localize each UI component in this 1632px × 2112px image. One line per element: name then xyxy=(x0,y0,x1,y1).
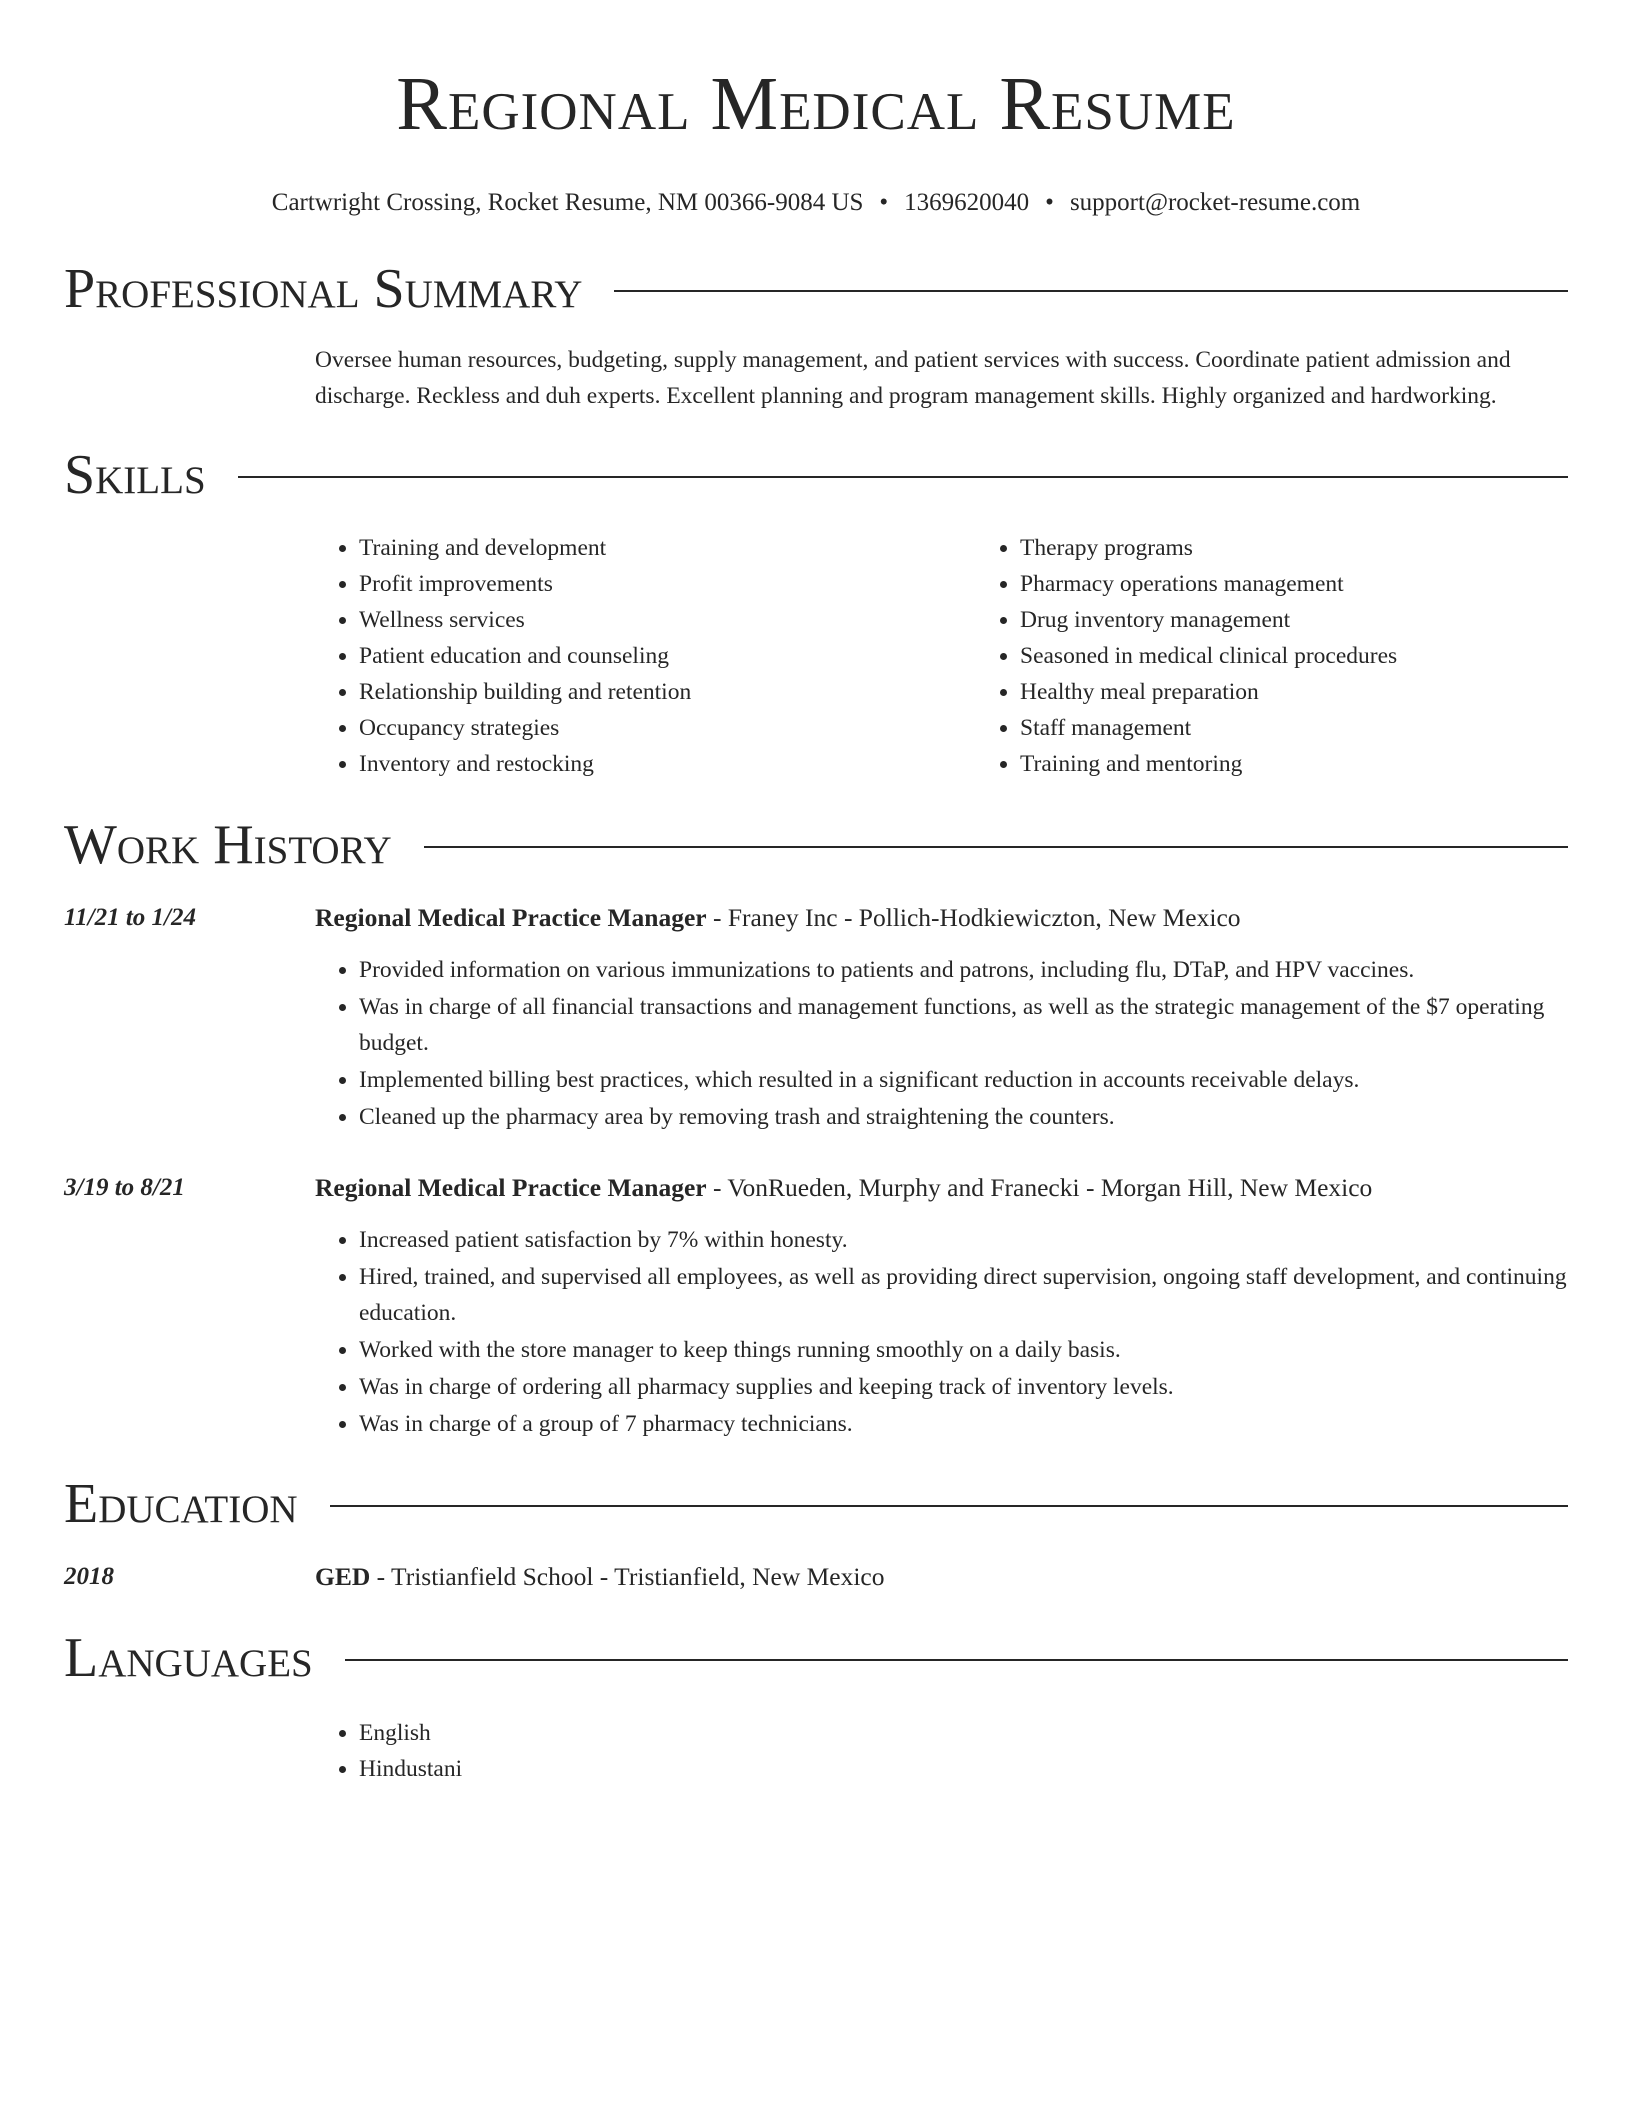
languages-list xyxy=(315,1715,1568,1787)
education-row xyxy=(64,1559,1568,1595)
summary-row xyxy=(64,342,1568,414)
job-bullet: • Was in charge of ordering all pharmacy supplies and keeping track of inventory levels. xyxy=(359,1369,1568,1405)
job-bullet: • Was in charge of all financial transactions and management functions, as well as the strategic management of the $7 operating budget. xyxy=(359,989,1568,1061)
skill-item: • Seasoned in medical clinical procedures xyxy=(1020,638,1632,674)
summary-section xyxy=(64,256,1568,414)
skill-item: • Relationship building and retention xyxy=(359,674,976,710)
languages-body xyxy=(315,1715,1568,1787)
skill-item: • Training and development xyxy=(359,530,976,566)
job-bullets-row xyxy=(64,1206,1568,1443)
job-bullets-spacer xyxy=(64,936,315,1136)
skills-header xyxy=(64,442,1568,508)
skill-item: • Staff management xyxy=(1020,710,1632,746)
job-bullet: • Cleaned up the pharmacy area by removing trash and straightening the counters. xyxy=(359,1099,1568,1135)
skill-item: • Therapy programs xyxy=(1020,530,1632,566)
job-title-line xyxy=(315,900,1568,936)
skill-item: • Wellness services xyxy=(359,602,976,638)
education-section xyxy=(64,1471,1568,1595)
job-entry xyxy=(64,900,1568,1136)
skill-item: • Drug inventory management xyxy=(1020,602,1632,638)
contact-separator: • xyxy=(1045,189,1054,216)
skill-item: • Patient education and counseling xyxy=(359,638,976,674)
skills-columns xyxy=(315,530,1632,782)
education-header xyxy=(64,1471,1568,1537)
skill-item: • Inventory and restocking xyxy=(359,746,976,782)
education-year: 2018 xyxy=(64,1563,114,1590)
job-details: - VonRueden, Murphy and Franecki - Morgan Hill, New Mexico xyxy=(706,1173,1373,1202)
resume-name: Regional Medical Resume xyxy=(396,62,1236,146)
job-header-row xyxy=(64,1170,1568,1206)
section-divider xyxy=(424,846,1568,848)
work-section xyxy=(64,812,1568,1443)
summary-title: Professional Summary xyxy=(64,258,583,320)
skill-item: • Healthy meal preparation xyxy=(1020,674,1632,710)
language-item: • English xyxy=(359,1715,1568,1751)
skills-left-spacer xyxy=(64,530,315,782)
job-bullets-body xyxy=(315,1206,1568,1443)
language-item: • Hindustani xyxy=(359,1751,1568,1787)
skills-list-left xyxy=(315,530,976,782)
job-entry xyxy=(64,1170,1568,1443)
summary-left-spacer xyxy=(64,342,315,414)
contact-line xyxy=(64,186,1568,220)
education-title: Education xyxy=(64,1473,298,1535)
job-bullets-row xyxy=(64,936,1568,1136)
contact-separator: • xyxy=(879,189,889,216)
job-dates: 11/21 to 1/24 xyxy=(64,904,196,931)
summary-header xyxy=(64,256,1568,322)
job-header-row xyxy=(64,900,1568,936)
languages-title: Languages xyxy=(64,1627,313,1689)
skill-item: • Training and mentoring xyxy=(1020,746,1632,782)
languages-row xyxy=(64,1715,1568,1787)
skill-item: • Occupancy strategies xyxy=(359,710,976,746)
work-header xyxy=(64,812,1568,878)
job-title-line xyxy=(315,1170,1568,1206)
job-bullet: • Increased patient satisfaction by 7% within honesty. xyxy=(359,1222,1568,1258)
job-position: Regional Medical Practice Manager xyxy=(315,1173,707,1202)
skills-title: Skills xyxy=(64,444,206,506)
job-bullet: • Worked with the store manager to keep things running smoothly on a daily basis. xyxy=(359,1332,1568,1368)
section-divider xyxy=(330,1505,1568,1507)
contact-phone: 1369620040 xyxy=(904,189,1030,216)
section-divider xyxy=(238,476,1568,478)
summary-text: Oversee human resources, budgeting, supply management, and patient services with success. Coordinate patient admission and discharge. Reckless and duh experts. Excellent planning and program management skills. Highly organized and hardworking. xyxy=(315,347,1511,409)
job-details: - Franey Inc - Pollich-Hodkiewiczton, New Mexico xyxy=(706,903,1241,932)
skill-item: • Pharmacy operations management xyxy=(1020,566,1632,602)
skills-list-right xyxy=(976,530,1632,782)
job-bullet: • Provided information on various immunizations to patients and patrons, including flu, DTaP, and HPV vaccines. xyxy=(359,952,1568,988)
languages-section xyxy=(64,1625,1568,1787)
job-bullets xyxy=(315,952,1568,1135)
skills-row xyxy=(64,530,1568,782)
summary-body xyxy=(315,342,1568,414)
job-bullets-body xyxy=(315,936,1568,1136)
job-bullet: • Implemented billing best practices, which resulted in a significant reduction in accounts receivable delays. xyxy=(359,1062,1568,1098)
education-degree: GED xyxy=(315,1562,371,1591)
job-bullets-spacer xyxy=(64,1206,315,1443)
languages-header xyxy=(64,1625,1568,1691)
section-divider xyxy=(345,1659,1568,1661)
job-bullets xyxy=(315,1222,1568,1442)
contact-address: Cartwright Crossing, Rocket Resume, NM 00366-9084 US xyxy=(271,189,864,216)
skills-section xyxy=(64,442,1568,782)
education-line xyxy=(315,1559,1568,1595)
job-dates: 3/19 to 8/21 xyxy=(64,1174,185,1201)
section-divider xyxy=(614,290,1568,292)
job-bullet: • Was in charge of a group of 7 pharmacy technicians. xyxy=(359,1406,1568,1442)
work-title: Work History xyxy=(64,814,392,876)
skill-item: • Profit improvements xyxy=(359,566,976,602)
education-details: - Tristianfield School - Tristianfield, New Mexico xyxy=(370,1562,885,1591)
job-position: Regional Medical Practice Manager xyxy=(315,903,707,932)
languages-left-spacer xyxy=(64,1715,315,1787)
contact-email: support@rocket-resume.com xyxy=(1069,189,1361,216)
job-bullet: • Hired, trained, and supervised all employees, as well as providing direct supervision, ongoing staff development, and continuing education. xyxy=(359,1259,1568,1331)
